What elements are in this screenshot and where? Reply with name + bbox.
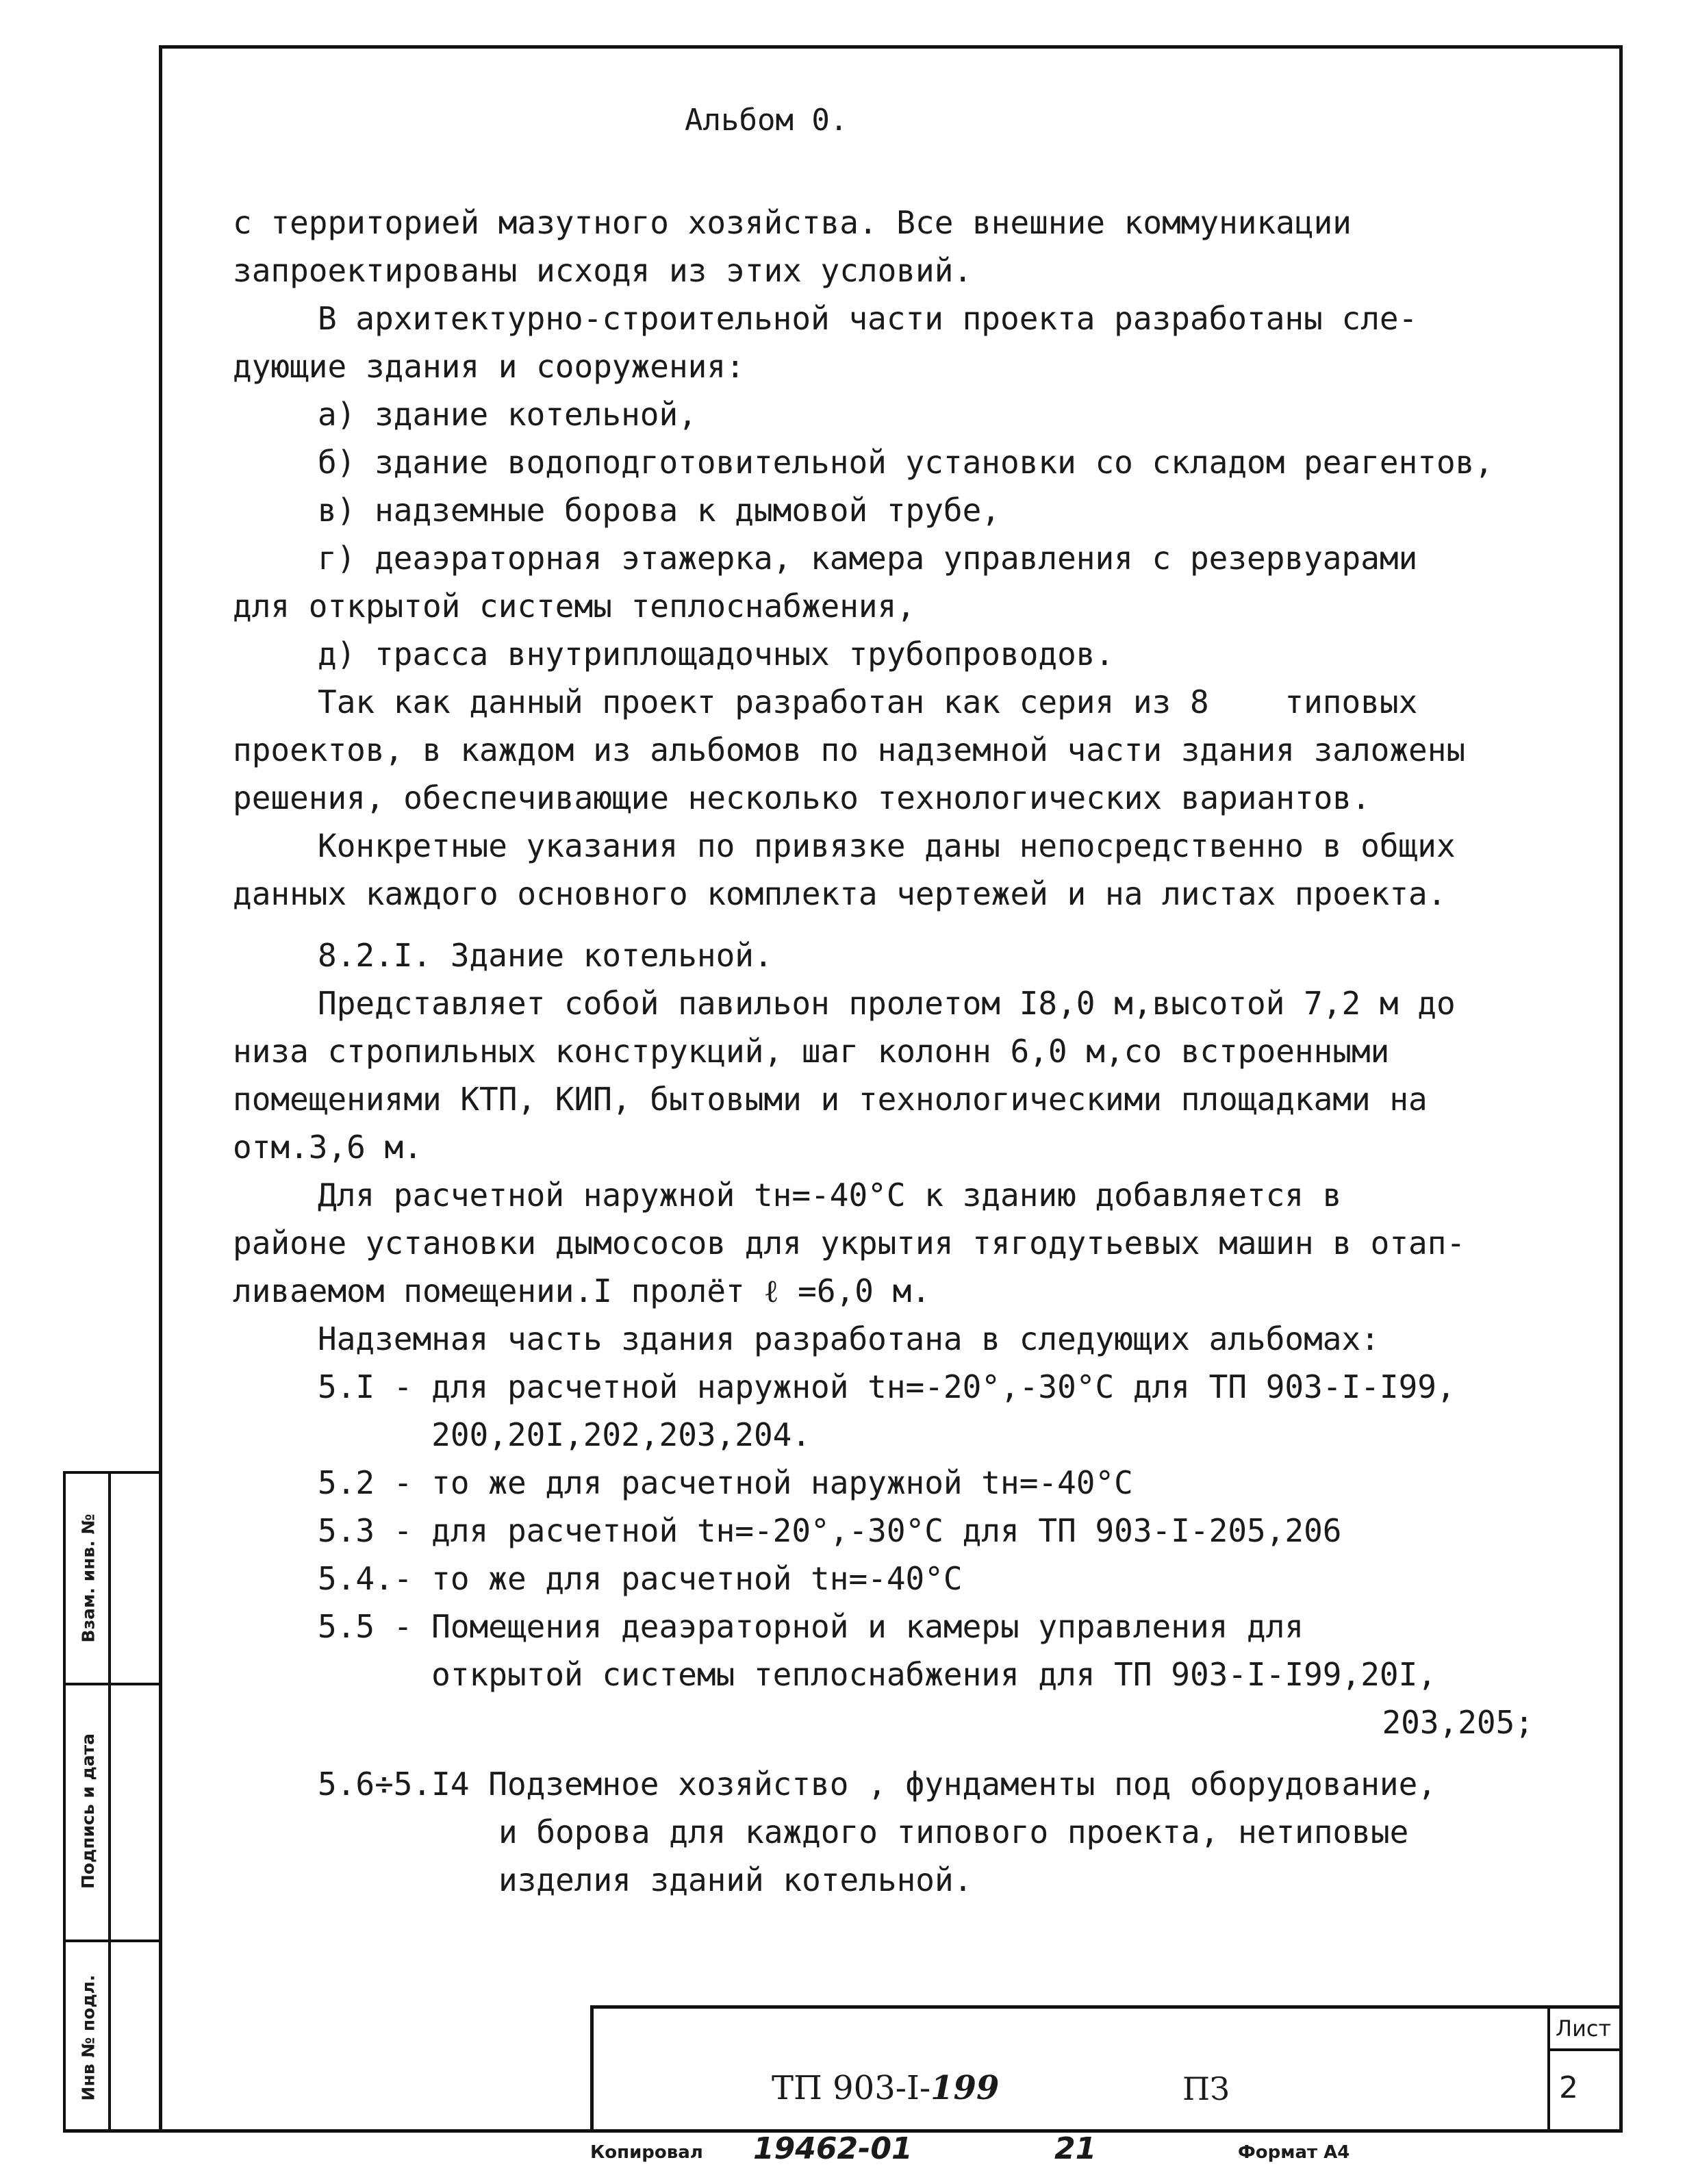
section-line: Для расчетной наружной tн=-40°С к зданию добавляется в [318, 1177, 1342, 1214]
title-block [590, 2005, 1623, 2133]
body-line: запроектированы исходя из этих условий. [233, 252, 973, 289]
body-line: проектов, в каждом из альбомов по надземной части здания заложены [233, 731, 1466, 768]
album-item [233, 1363, 1588, 1411]
section-line: низа стропильных конструкций, шаг колонн 6,0 м,со встроенными [233, 1033, 1390, 1070]
album-item-number: 5.2 - [318, 1464, 432, 1501]
document-body [233, 199, 1588, 1904]
document-type: ПЗ [1182, 2070, 1230, 2107]
side-label-signature-date: Подпись и дата [78, 1733, 99, 1890]
album-item-number: 5.5 - [318, 1608, 432, 1645]
body-line: с территорией мазутного хозяйства. Все внешние коммуникации [233, 204, 1352, 241]
list-item-continuation: для открытой системы теплоснабжения, [233, 588, 915, 625]
album-item [233, 1603, 1588, 1650]
format-label: Формат А4 [1238, 2142, 1350, 2163]
list-item: а) здание котельной, [318, 396, 697, 433]
document-code-handwritten: 199 [930, 2069, 1000, 2107]
list-item: г) деаэраторная этажерка, камера управления с резервуарами [318, 540, 1418, 577]
album-item-number [318, 1411, 431, 1459]
section-line: Надземная часть здания разработана в следующих альбомах: [318, 1320, 1380, 1357]
section-line: отм.3,6 м. [233, 1129, 422, 1166]
list-item: в) надземные борова к дымовой трубе, [318, 492, 1000, 529]
album-title: Альбом 0. [685, 103, 848, 138]
album-item [233, 1411, 1588, 1459]
sheet-label: Лист [1556, 2016, 1612, 2042]
side-label-replacement-inv: Взам. инв. № [78, 1514, 99, 1643]
section-line: ливаемом помещении.I пролёт ℓ =6,0 м. [233, 1272, 931, 1309]
body-line: В архитектурно-строительной части проекта разработаны сле- [318, 300, 1418, 337]
side-label-original-inv: Инв № подл. [78, 1974, 99, 2100]
document-code [772, 2069, 999, 2107]
side-strip-divider [108, 1474, 111, 2129]
album-item [233, 1507, 1588, 1555]
album-item-number: 5.6÷5.I4 [318, 1766, 489, 1803]
album-item-text: то же для расчетной tн=-40°С [431, 1560, 963, 1597]
album-item-number: 5.I - [318, 1368, 432, 1405]
section-heading: 8.2.I. Здание котельной. [318, 937, 773, 974]
album-item-text: открытой системы теплоснабжения для ТП 903-I-I99,20I, [431, 1656, 1436, 1693]
album-item [233, 1650, 1588, 1698]
album-item-number [318, 1650, 431, 1698]
copy-number: 19462-01 [753, 2131, 913, 2166]
album-item [233, 1459, 1588, 1507]
section-line: Представляет собой павильон пролетом I8,0 м,высотой 7,2 м до [318, 985, 1456, 1022]
document-code-printed: ТП 903-I- [772, 2069, 931, 2107]
side-strip [63, 1471, 159, 2133]
album-item-text: Подземное хозяйство , фундаменты под оборудование, [488, 1766, 1436, 1803]
section-line: помещениями КТП, КИП, бытовыми и технологическими площадками на [233, 1081, 1428, 1118]
album-item [233, 1555, 1588, 1603]
album-item-text: для расчетной наружной tн=-20°,-30°С для ТП 903-I-I99, [431, 1368, 1456, 1405]
album-item [233, 1760, 1588, 1808]
body-line: решения, обеспечивающие несколько технологических вариантов. [233, 779, 1371, 816]
album-item-number: 5.3 - [318, 1512, 432, 1549]
album-item-number: 5.4.- [318, 1560, 432, 1597]
album-item-text: для расчетной tн=-20°,-30°С для ТП 903-I-205,206 [431, 1512, 1342, 1549]
body-line: Конкретные указания по привязке даны непосредственно в общих [318, 827, 1456, 864]
album-item-text: то же для расчетной наружной tн=-40°С [431, 1464, 1133, 1501]
album-item-continuation: изделия зданий котельной. [498, 1861, 973, 1898]
body-line: дующие здания и сооружения: [233, 348, 745, 385]
sheet-number: 2 [1559, 2070, 1578, 2105]
body-line: данных каждого основного комплекта чертежей и на листах проекта. [233, 875, 1447, 912]
copied-by-label: Копировал [590, 2142, 703, 2163]
body-line: Так как данный проект разработан как серия из 8 типовых [318, 683, 1418, 720]
title-block-divider [1547, 2009, 1550, 2133]
page-number: 21 [1054, 2131, 1097, 2166]
list-item: б) здание водоподготовительной установки со складом реагентов, [318, 444, 1494, 481]
album-item-continuation: и борова для каждого типового проекта, нетиповые [498, 1813, 1409, 1850]
list-item: д) трасса внутриплощадочных трубопроводов. [318, 636, 1115, 673]
album-item-text: Помещения деаэраторной и камеры управления для [431, 1608, 1304, 1645]
album-item-tail: 203,205; [1382, 1704, 1534, 1741]
section-line: районе установки дымососов для укрытия тягодутьевых машин в отап- [233, 1225, 1466, 1262]
album-item-text: 200,20I,202,203,204. [431, 1416, 811, 1453]
title-block-divider [1547, 2048, 1623, 2051]
